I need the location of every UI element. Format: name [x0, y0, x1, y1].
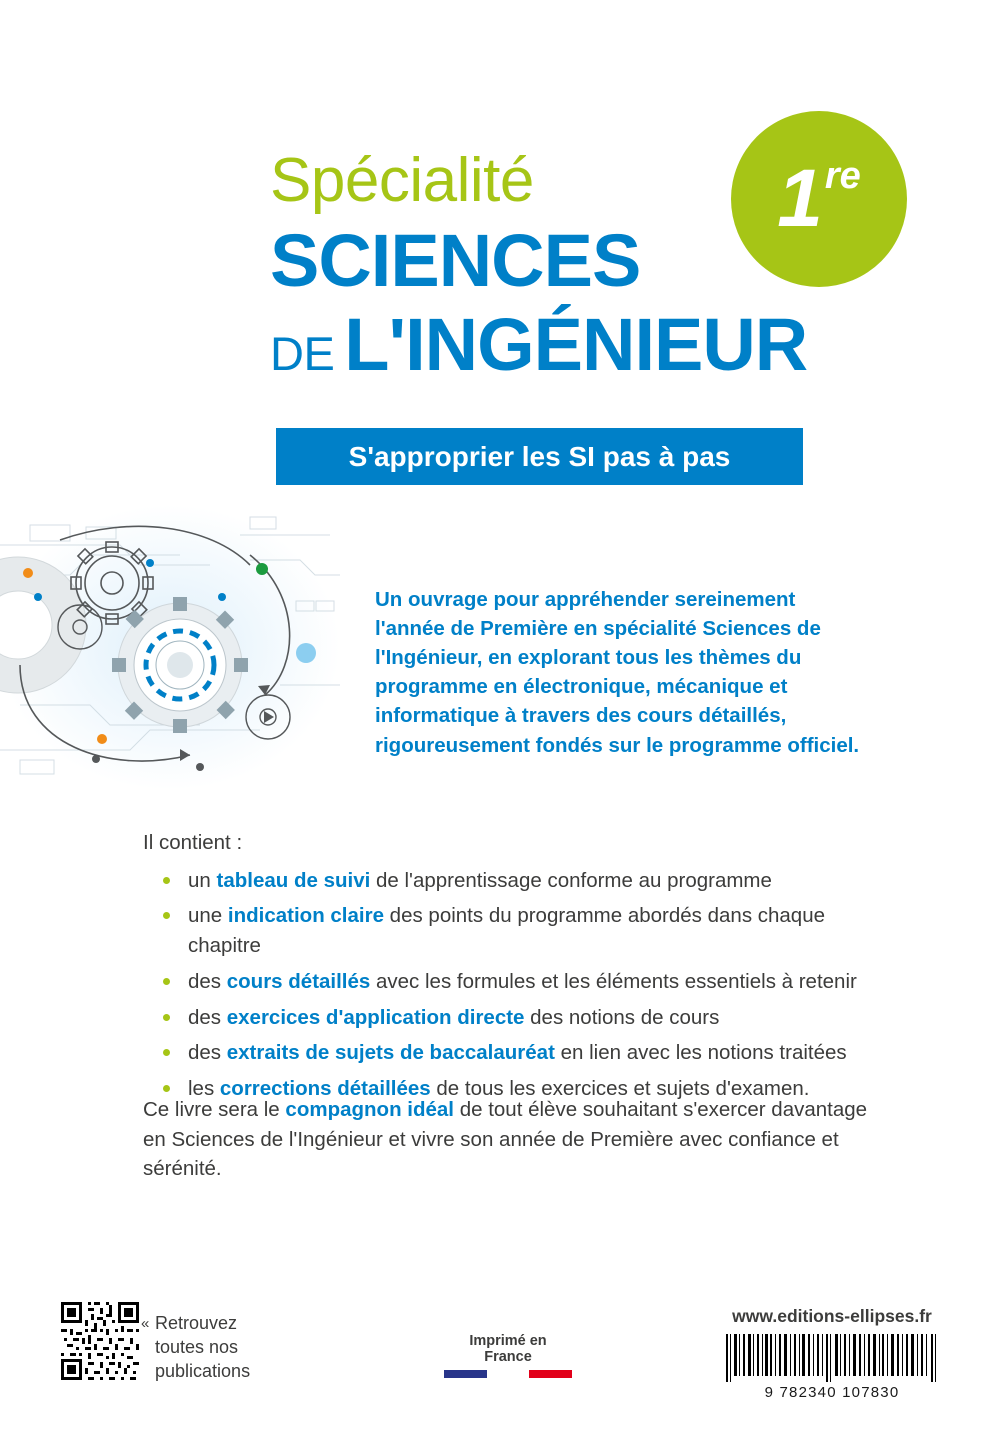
printed-in-france-label: Imprimé en France: [469, 1333, 547, 1365]
closing-highlight: compagnon idéal: [285, 1098, 454, 1121]
subtitle-banner: [276, 428, 803, 485]
cover-title-line2: L'INGÉNIEUR: [344, 302, 808, 386]
list-item-pre: des: [188, 969, 227, 993]
level-badge: [731, 111, 907, 287]
list-item-highlight: corrections détaillées: [219, 1077, 431, 1101]
list-item-post: avec les formules et les éléments essentiels à retenir: [370, 969, 857, 993]
list-item-highlight: extraits de sujets de baccalauréat: [226, 1041, 555, 1065]
list-item-post: de tous les exercices et sujets d'examen.: [430, 1077, 810, 1101]
list-item-pre: les: [188, 1077, 220, 1101]
gears-circuit-illustration: [0, 505, 340, 790]
barcode-block: [722, 1334, 942, 1401]
closing-post: de tout élève souhaitant s'exercer davantage en Sciences de l'Ingénieur et vivre son année de Première avec confiance et sérénité.: [143, 1098, 868, 1181]
list-item-highlight: cours détaillés: [226, 969, 371, 993]
printed-in-france-block: [444, 1333, 572, 1378]
feature-list: [143, 866, 873, 1104]
cover-title-line1: SCIENCES: [270, 219, 641, 302]
contents-section: [143, 828, 873, 1110]
closing-pre: Ce livre sera le: [143, 1098, 286, 1121]
contents-lead: Il contient :: [143, 831, 243, 854]
list-item-pre: des: [188, 1005, 227, 1029]
list-item-post: des points du programme abordés dans chaque chapitre: [188, 904, 826, 958]
list-item: [143, 967, 873, 997]
closing-paragraph: [143, 1095, 873, 1184]
list-item-highlight: indication claire: [227, 904, 384, 928]
ean13-barcode: [722, 1334, 942, 1382]
cover-title-line2-row: [270, 302, 830, 387]
publisher-website[interactable]: www.editions-ellipses.fr: [732, 1306, 932, 1326]
cover-eyebrow: Spécialité: [270, 146, 534, 215]
list-item: [143, 901, 873, 960]
cover-title-de: DE: [270, 326, 335, 380]
level-badge-suffix: re: [824, 155, 861, 197]
list-item-post: de l'apprentissage conforme au programme: [370, 868, 772, 892]
list-item-pre: un: [188, 868, 217, 892]
list-item: [143, 1038, 873, 1068]
intro-paragraph: Un ouvrage pour appréhender sereinement l'année de Première en spécialité Sciences de l'Ingénieur, en explorant tous les thèmes du programme en électronique, mécanique et informatique à travers des cours détaillés, rigoureusement fondés sur le programme officiel.: [375, 588, 860, 757]
list-item: [143, 866, 873, 896]
double-chevron-icon: «: [141, 1315, 150, 1332]
list-item: [143, 1003, 873, 1033]
list-item-pre: des: [188, 1041, 227, 1065]
retrouvez-line-2: toutes nos: [155, 1336, 239, 1357]
qr-code-icon[interactable]: [61, 1302, 139, 1380]
list-item-highlight: exercices d'application directe: [226, 1005, 525, 1029]
list-item-highlight: tableau de suivi: [216, 868, 371, 892]
retrouvez-line-1: Retrouvez: [155, 1313, 238, 1333]
retrouvez-line-3: publications: [155, 1360, 251, 1381]
retrouvez-block: [141, 1312, 295, 1383]
isbn-number: 9 782340 107830: [764, 1384, 900, 1401]
list-item-post: en lien avec les notions traitées: [554, 1041, 847, 1065]
subtitle-text: S'approprier les SI pas à pas: [348, 440, 731, 472]
french-flag-icon: [444, 1370, 572, 1378]
level-badge-number: 1: [777, 153, 823, 244]
list-item-post: des notions de cours: [524, 1005, 720, 1029]
list-item-pre: une: [188, 904, 228, 928]
